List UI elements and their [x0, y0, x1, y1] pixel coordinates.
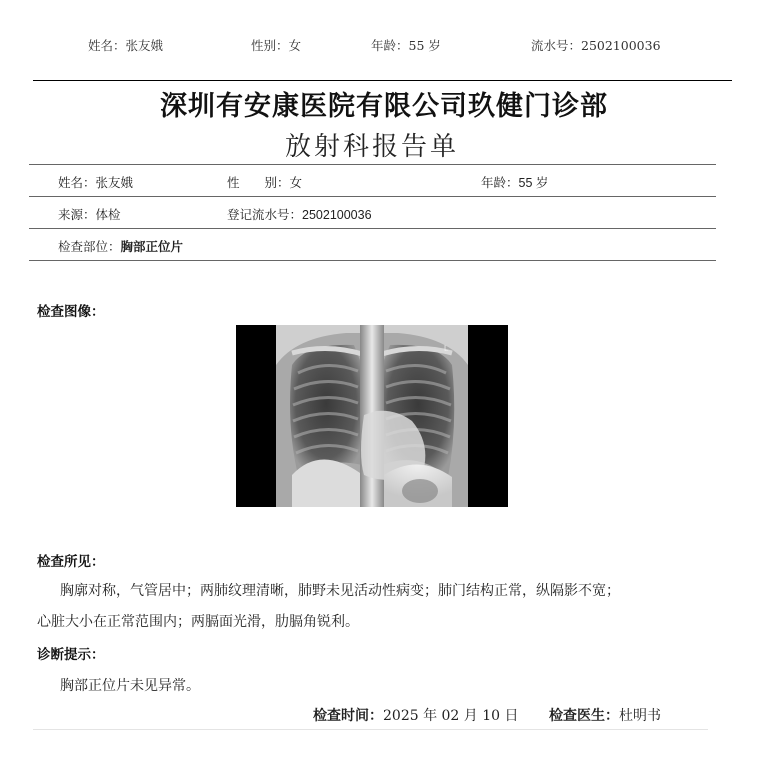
hospital-name: 深圳有安康医院有限公司玖健门诊部	[160, 91, 608, 122]
exam-time: 检查时间：2025 年 02 月 10 日	[313, 707, 519, 724]
info-row-2	[29, 196, 716, 228]
header-serial: 流水号：2502100036	[531, 38, 661, 53]
exam-part: 检查部位：胸部正位片	[58, 239, 184, 254]
header-divider	[33, 80, 732, 81]
findings-line-2: 心脏大小在正常范围内；两膈面光滑，肋膈角锐利。	[37, 614, 359, 630]
footer-divider	[33, 729, 708, 730]
patient-gender: 性 别：女	[227, 175, 303, 190]
patient-age: 年龄：55 岁	[481, 175, 549, 190]
xray-side-marker: L	[444, 344, 449, 353]
info-row-3	[29, 228, 716, 261]
diagnosis-label: 诊断提示：	[37, 647, 105, 663]
source: 来源：体检	[58, 207, 121, 222]
header-gender: 性别：女	[251, 38, 302, 53]
patient-name: 姓名：张友娥	[58, 175, 134, 190]
exam-doctor: 检查医生：杜明书	[549, 707, 661, 724]
header-name: 姓名：张友娥	[88, 38, 164, 53]
findings-line-1: 胸廓对称，气管居中；两肺纹理清晰，肺野未见活动性病变；肺门结构正常，纵隔影不宽；	[60, 583, 620, 599]
info-row-1	[29, 164, 716, 196]
registration-serial: 登记流水号：2502100036	[227, 207, 372, 222]
report-title: 放射科报告单	[284, 132, 459, 162]
findings-label: 检查所见：	[37, 554, 105, 570]
diagnosis-text: 胸部正位片未见异常。	[60, 678, 200, 694]
image-section-label: 检查图像：	[37, 304, 105, 320]
header-age: 年龄：55 岁	[371, 38, 441, 53]
chest-xray-image	[236, 325, 508, 507]
